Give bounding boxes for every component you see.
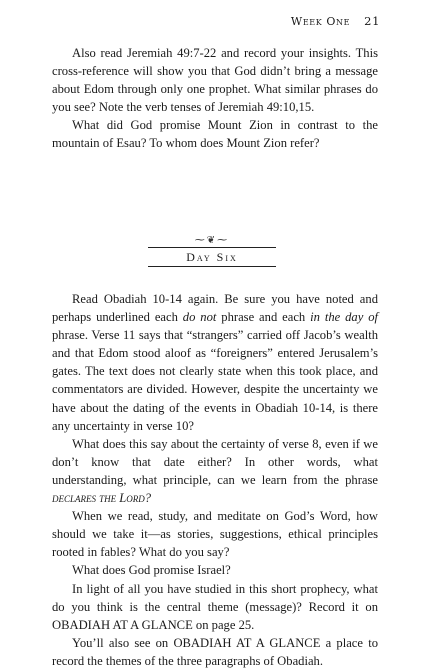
- top-paragraphs: [52, 44, 378, 153]
- paragraph: When we read, study, and meditate on God’s Word, how should we take it—as stories, suggestions, ethical principles rooted in fables? What do you say?: [52, 509, 378, 560]
- paragraph: What does God promise Israel?: [72, 563, 231, 578]
- running-header: [291, 14, 380, 28]
- day-heading: [0, 236, 424, 267]
- paragraph: What does this say about the certainty of verse 8, even if we don’t know that date either? In other words, what understanding, what principle, can we learn from the phrase declares the Lord?: [52, 436, 378, 506]
- page-number: 21: [364, 14, 380, 28]
- section-title: Week One: [290, 15, 351, 28]
- paragraph: In light of all you have studied in this short prophecy, what do you think is the central theme (message)? Record it on OBADIAH AT A GLANCE on page 25.: [52, 581, 378, 632]
- paragraph: Also read Jeremiah 49:7-22 and record your insights. This cross-reference will show you that God didn’t bring a message about Edom through only one prophet. What similar phrases do you see? Note the verb tenses of Jeremiah 49:10,15.: [52, 46, 378, 115]
- day-body: [52, 290, 378, 670]
- paragraph: What did God promise Mount Zion in contrast to the mountain of Esau? To whom does Mount Zion refer?: [52, 118, 378, 151]
- paragraph: You’ll also see on OBADIAH AT A GLANCE a place to record the themes of the three paragraphs of Obadiah.: [52, 635, 378, 668]
- paragraph: Read Obadiah 10-14 again. Be sure you have noted and perhaps underlined each do not phrase and each in the day of phrase. Verse 11 says that “strangers” carried off Jacob’s wealth and that Edom stood aloof as “foreigners” entered Jerusalem’s gates. The text does not clearly state when this took place, and commentators are divided. However, despite the uncertainty we have about the dating of the events in Obadiah 10-14, is there any uncertainty in verse 10?: [52, 292, 378, 433]
- day-label: Day Six: [148, 247, 276, 267]
- ornament-icon: ⁓❦⁓: [194, 235, 230, 246]
